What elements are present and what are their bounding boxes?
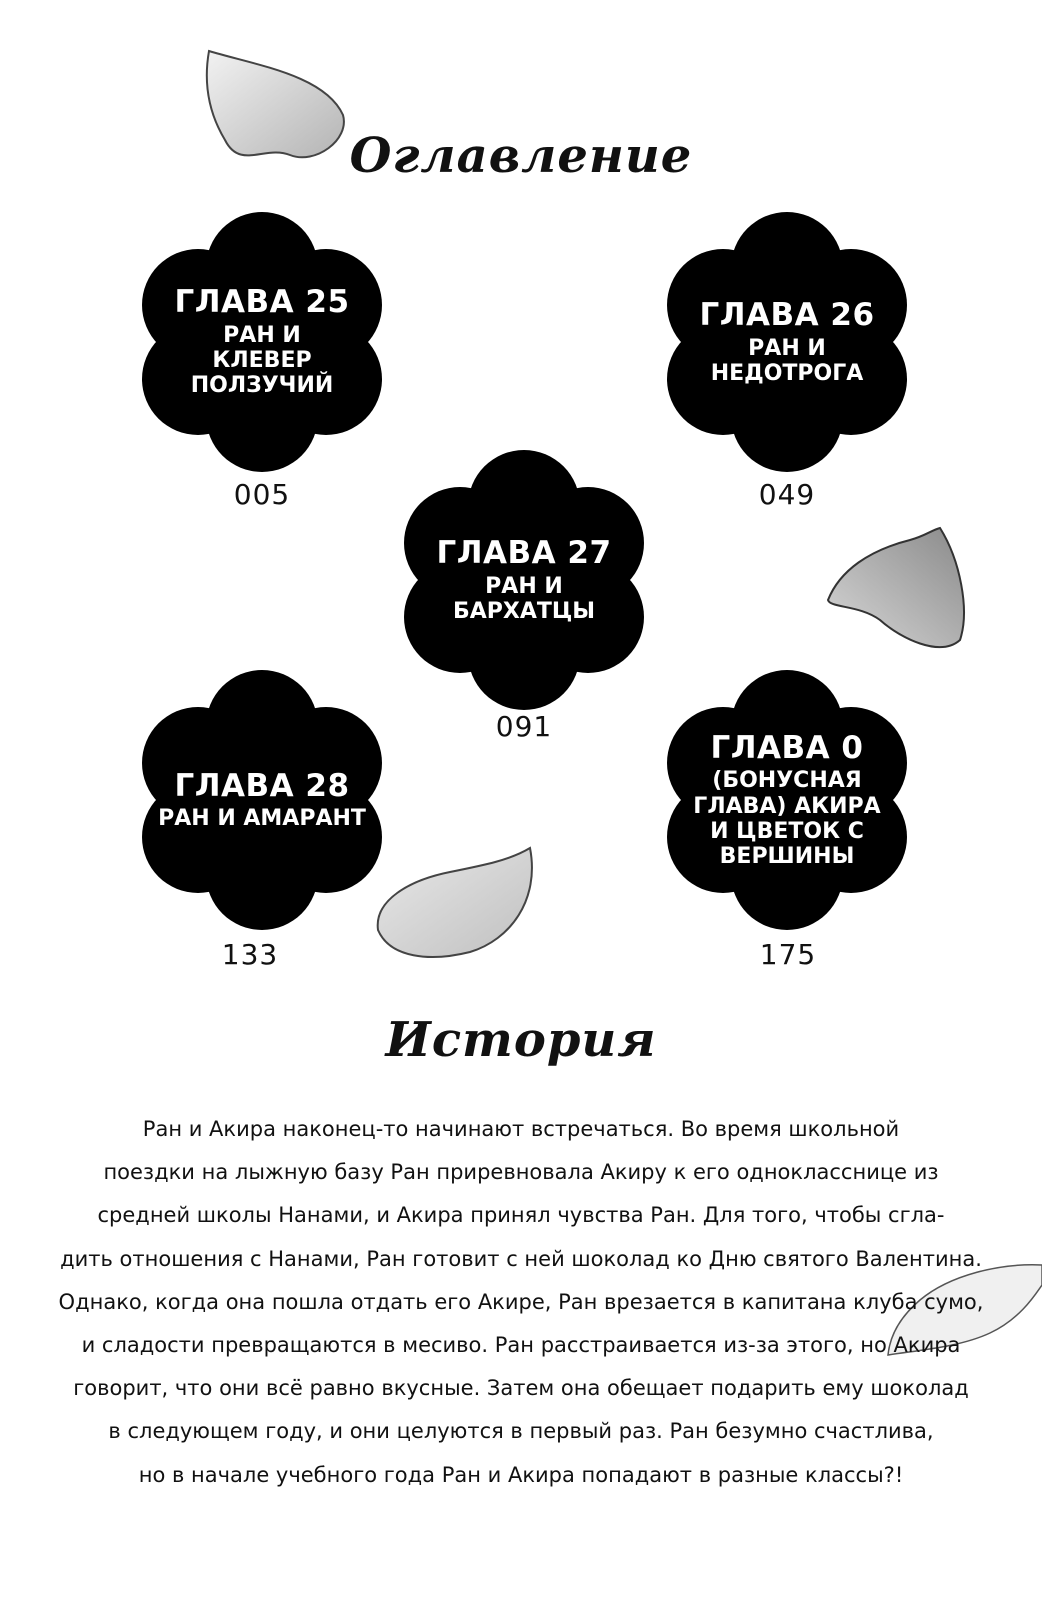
- story-line: Ран и Акира наконец-то начинают встречаться. Во время школьной: [142, 1117, 900, 1141]
- chapter-25-badge[interactable]: [130, 210, 394, 474]
- chapter-25-page-number: 005: [233, 478, 291, 511]
- story-line: и сладости превращаются в месиво. Ран расстраивается из-за этого, но Акира: [81, 1333, 961, 1358]
- chapter-name: РАН И АМАРАНТ: [158, 806, 366, 832]
- chapter-0-page-number: 175: [759, 938, 817, 971]
- chapter-28-page-number: 133: [221, 938, 279, 971]
- chapter-name: (БОНУСНАЯ ГЛАВА) АКИРА И ЦВЕТОК С ВЕРШИНЫ: [693, 768, 881, 870]
- chapter-name: РАН И БАРХАТЦЫ: [452, 573, 596, 624]
- petal-right-illustration: [820, 520, 990, 660]
- story-line: говорит, что они всё равно вкусные. Затем она обещает подарить ему шоколад: [73, 1376, 969, 1401]
- story-line: но в начале учебного года Ран и Акира попадают в разные классы?!: [138, 1462, 904, 1487]
- story-line: дить отношения с Нанами, Ран готовит с ней шоколад ко Дню святого Валентина.: [60, 1246, 982, 1271]
- chapter-26-page-number: 049: [758, 478, 816, 511]
- story-line: средней школы Нанами, и Акира принял чувства Ран. Для того, чтобы сгла-: [97, 1203, 945, 1228]
- chapter-27-badge[interactable]: [392, 448, 656, 712]
- chapter-label: ГЛАВА 28: [174, 767, 350, 804]
- chapter-28-badge[interactable]: [130, 668, 394, 932]
- chapter-0-badge[interactable]: [655, 668, 919, 932]
- chapter-name: РАН И НЕДОТРОГА: [710, 335, 864, 386]
- chapter-label: ГЛАВА 0: [710, 729, 864, 766]
- story-line: Однако, когда она пошла отдать его Акире, Ран врезается в капитана клуба сумо,: [58, 1289, 984, 1314]
- toc-title: Оглавление: [349, 128, 693, 184]
- story-summary: [30, 1108, 1012, 1497]
- chapter-label: ГЛАВА 27: [436, 534, 612, 571]
- chapter-27-page-number: 091: [495, 710, 553, 743]
- story-line: в следующем году, и они целуются в первый раз. Ран безумно счастлива,: [108, 1419, 934, 1444]
- chapter-label: ГЛАВА 26: [699, 296, 875, 333]
- chapter-name: РАН И КЛЕВЕР ПОЛЗУЧИЙ: [190, 322, 334, 399]
- story-line: поездки на лыжную базу Ран приревновала Акиру к его однокласснице из: [103, 1160, 939, 1185]
- chapter-26-badge[interactable]: [655, 210, 919, 474]
- chapter-label: ГЛАВА 25: [174, 284, 350, 321]
- story-title: История: [385, 1012, 657, 1068]
- petal-center-illustration: [370, 840, 550, 970]
